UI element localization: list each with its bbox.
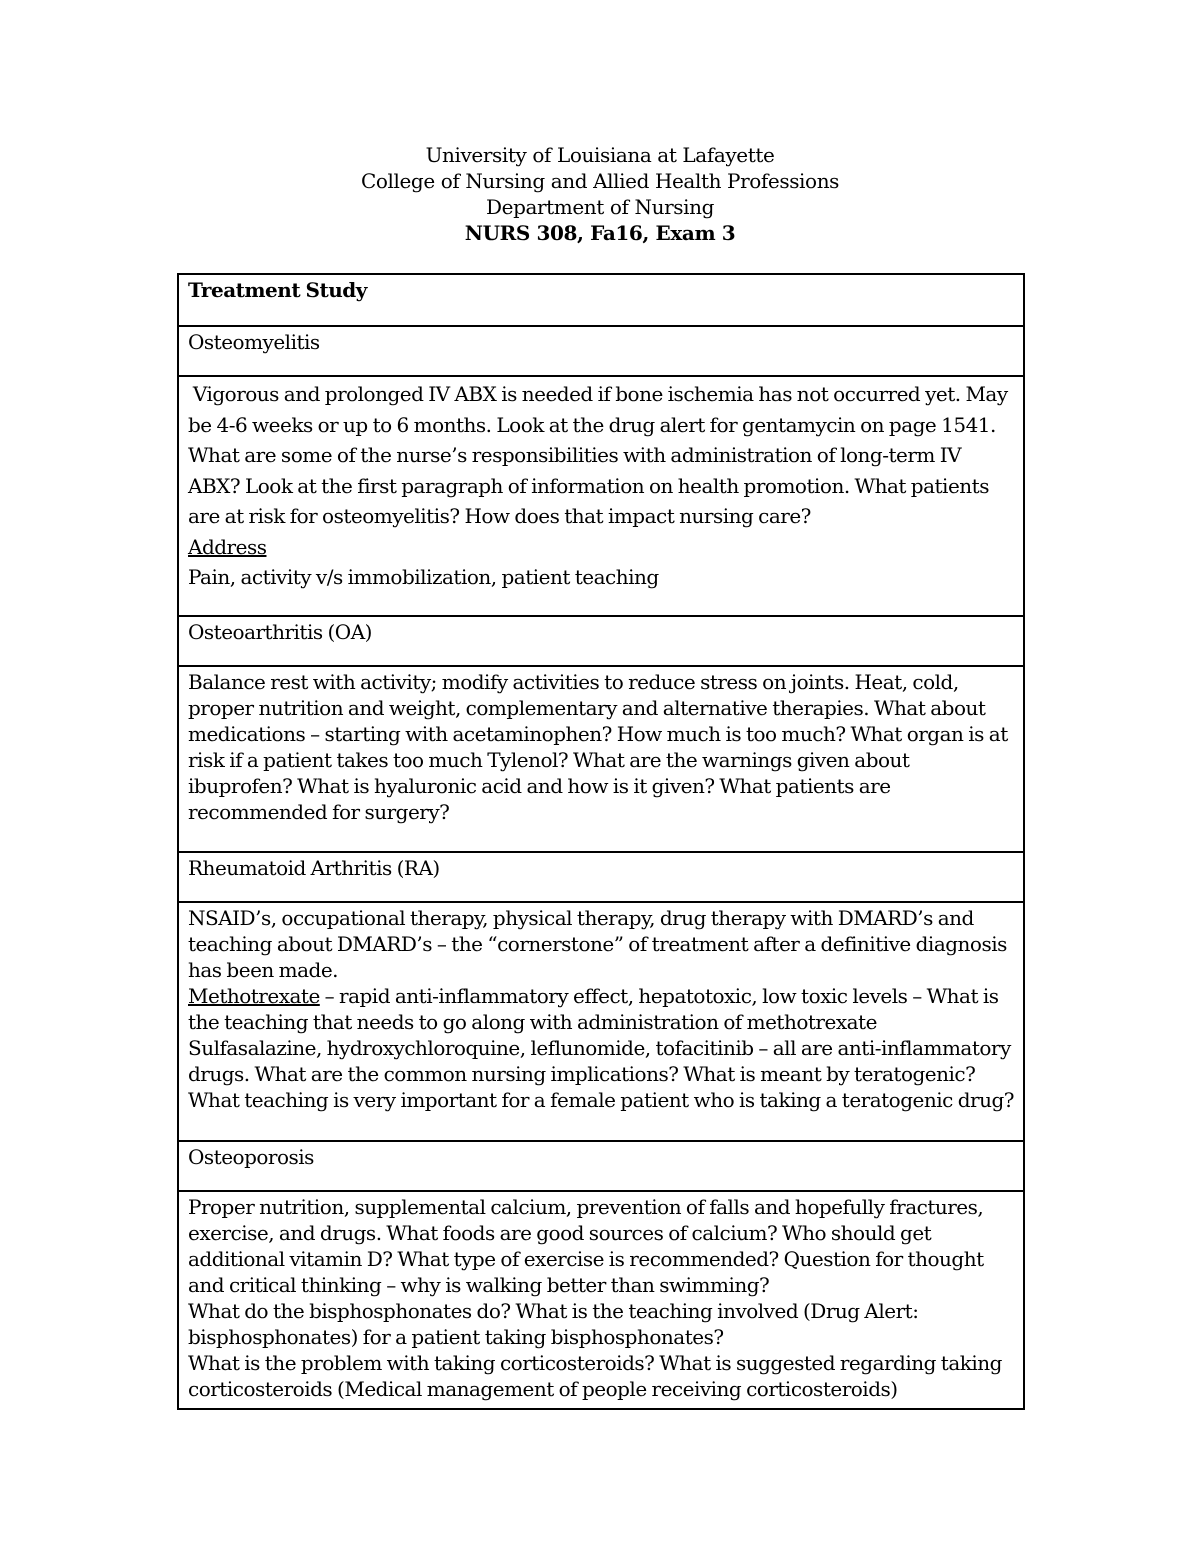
course-title: NURS 308, Fa16, Exam 3 bbox=[464, 221, 736, 245]
osteoporosis-body-3: What is the problem with taking corticosteroids? What is suggested regarding taking corticosteroids (Medical management of people receiving corticosteroids) bbox=[188, 1351, 1002, 1401]
ra-other-drugs: Sulfasalazine, hydroxychloroquine, leflunomide, tofacitinib – all are anti-inflammatory drugs. What are the common nursing implications? What is meant by teratogenic? What teaching is very important for a female patient who is taking a teratogenic drug? bbox=[188, 1036, 1014, 1112]
osteoporosis-body-cell bbox=[178, 1191, 1024, 1409]
university-name: University of Louisiana at Lafayette bbox=[425, 143, 775, 167]
osteomyelitis-body: Vigorous and prolonged IV ABX is needed if bone ischemia has not occurred yet. May be 4-6 weeks or up to 6 months. Look at the drug alert for gentamycin on page 1541. What are some of the nurse’s responsibilities with administration of long-term IV ABX? Look at the first paragraph of information on health promotion. What patients are at risk for osteomyelitis? How does that impact nursing care? bbox=[188, 382, 1013, 528]
table-title: Treatment Study bbox=[178, 274, 1024, 326]
table-row bbox=[178, 1191, 1024, 1409]
treatment-study-table bbox=[177, 273, 1025, 1410]
document-header bbox=[0, 142, 1200, 246]
ra-body: NSAID’s, occupational therapy, physical therapy, drug therapy with DMARD’s and teaching about DMARD’s – the “cornerstone” of treatment after a definitive diagnosis has been made. bbox=[188, 906, 1007, 982]
ra-methotrexate-line bbox=[188, 983, 1017, 1035]
osteomyelitis-address-label: Address bbox=[188, 534, 267, 559]
table-row bbox=[178, 376, 1024, 616]
oa-heading: Osteoarthritis (OA) bbox=[178, 616, 1024, 666]
osteomyelitis-heading: Osteomyelitis bbox=[178, 326, 1024, 376]
oa-body: Balance rest with activity; modify activities to reduce stress on joints. Heat, cold, proper nutrition and weight, complementary and alternative therapies. What about medications – starting with acetaminophen? How much is too much? What organ is at risk if a patient takes too much Tylenol? What are the warnings given about ibuprofen? What is hyaluronic acid and how is it given? What patients are recommended for surgery? bbox=[178, 666, 1024, 852]
table-row bbox=[178, 274, 1024, 326]
osteoporosis-body-1: Proper nutrition, supplemental calcium, prevention of falls and hopefully fractures, exercise, and drugs. What foods are good sources of calcium? Who should get additional vitamin D? What type of exercise is recommended? Question for thought and critical thinking – why is walking better than swimming? bbox=[188, 1195, 984, 1297]
college-name: College of Nursing and Allied Health Professions bbox=[360, 169, 840, 193]
table-row bbox=[178, 852, 1024, 902]
table-row bbox=[178, 902, 1024, 1141]
table-row bbox=[178, 326, 1024, 376]
department-name: Department of Nursing bbox=[486, 195, 714, 219]
methotrexate-label: Methotrexate bbox=[188, 984, 320, 1008]
osteoporosis-heading: Osteoporosis bbox=[178, 1141, 1024, 1191]
table-row bbox=[178, 616, 1024, 666]
ra-heading: Rheumatoid Arthritis (RA) bbox=[178, 852, 1024, 902]
osteomyelitis-address-text: Pain, activity v/s immobilization, patient teaching bbox=[188, 565, 659, 589]
ra-body-cell bbox=[178, 902, 1024, 1141]
table-row bbox=[178, 666, 1024, 852]
osteomyelitis-body-cell bbox=[178, 376, 1024, 616]
osteoporosis-body-2: What do the bisphosphonates do? What is the teaching involved (Drug Alert: bisphosphonates) for a patient taking bisphosphonates? bbox=[188, 1299, 919, 1349]
methotrexate-text: – rapid anti-inflammatory effect, hepatotoxic, low toxic levels – What is the teaching that needs to go along with administration of methotrexate bbox=[188, 984, 999, 1034]
table-row bbox=[178, 1141, 1024, 1191]
